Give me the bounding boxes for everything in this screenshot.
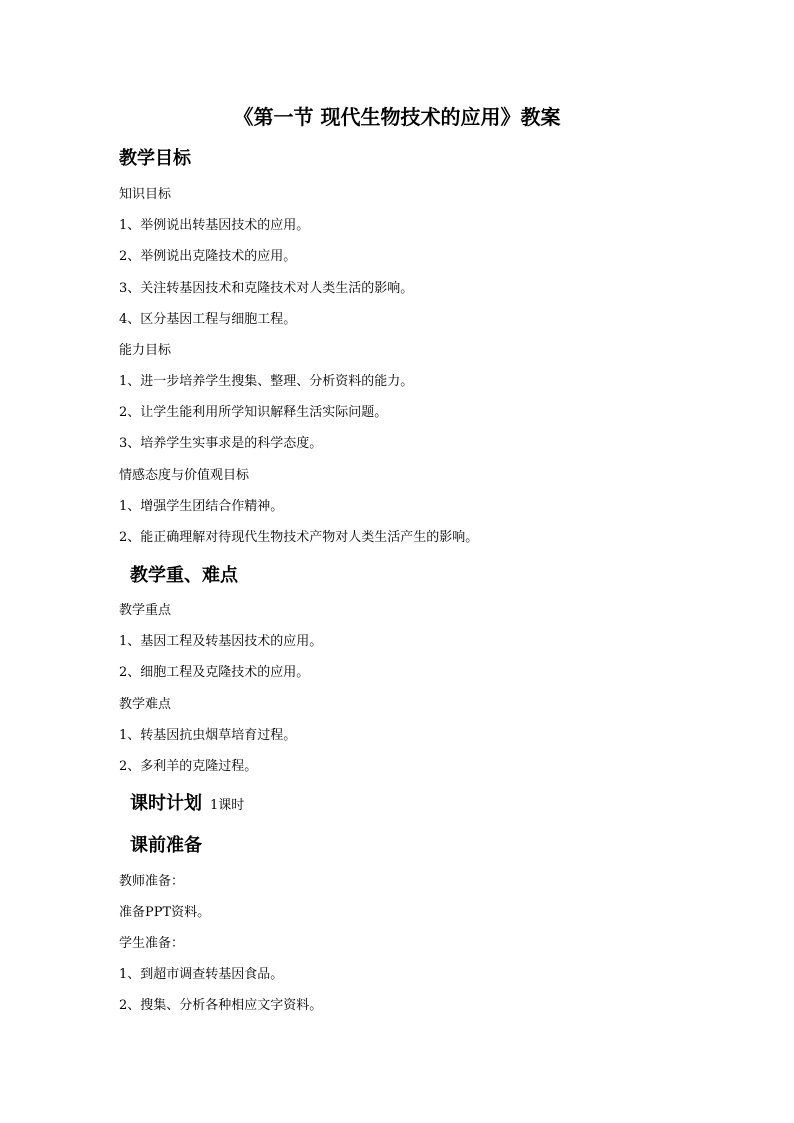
teacher-item: 准备PPT资料。	[119, 905, 211, 920]
schedule-heading-text: 课时计划	[130, 793, 202, 814]
subheading-teacher: 教师准备：	[119, 874, 185, 889]
section-heading-preparation: 课前准备	[130, 835, 202, 856]
key-item: 2、细胞工程及克隆技术的应用。	[119, 665, 310, 680]
subheading-emotion: 情感态度与价值观目标	[119, 468, 250, 483]
section-heading-key-points: 教学重、难点	[130, 565, 238, 586]
knowledge-item: 1、举例说出转基因技术的应用。	[119, 218, 310, 233]
student-item: 2、搜集、分析各种相应文字资料。	[119, 998, 323, 1013]
subheading-ability: 能力目标	[119, 343, 172, 358]
knowledge-item: 2、举例说出克隆技术的应用。	[119, 249, 297, 264]
subheading-difficult: 教学难点	[119, 697, 172, 712]
knowledge-item: 3、关注转基因技术和克隆技术对人类生活的影响。	[119, 281, 414, 296]
section-heading-schedule	[130, 791, 244, 819]
subheading-student: 学生准备：	[119, 936, 185, 951]
knowledge-item: 4、区分基因工程与细胞工程。	[119, 312, 297, 327]
schedule-value: 1课时	[210, 798, 245, 813]
key-item: 1、基因工程及转基因技术的应用。	[119, 634, 323, 649]
ability-item: 3、培养学生实事求是的科学态度。	[119, 436, 323, 451]
document-title: 《第一节 现代生物技术的应用》教案	[233, 105, 561, 129]
subheading-key: 教学重点	[119, 603, 172, 618]
ability-item: 2、让学生能利用所学知识解释生活实际问题。	[119, 405, 388, 420]
subheading-knowledge: 知识目标	[119, 187, 172, 202]
difficult-item: 2、多利羊的克隆过程。	[119, 759, 258, 774]
emotion-item: 2、能正确理解对待现代生物技术产物对人类生活产生的影响。	[119, 530, 479, 545]
difficult-item: 1、转基因抗虫烟草培育过程。	[119, 728, 297, 743]
student-item: 1、到超市调查转基因食品。	[119, 967, 284, 982]
emotion-item: 1、增强学生团结合作精神。	[119, 499, 284, 514]
section-heading-objectives: 教学目标	[119, 148, 191, 169]
ability-item: 1、进一步培养学生搜集、整理、分析资料的能力。	[119, 374, 414, 389]
